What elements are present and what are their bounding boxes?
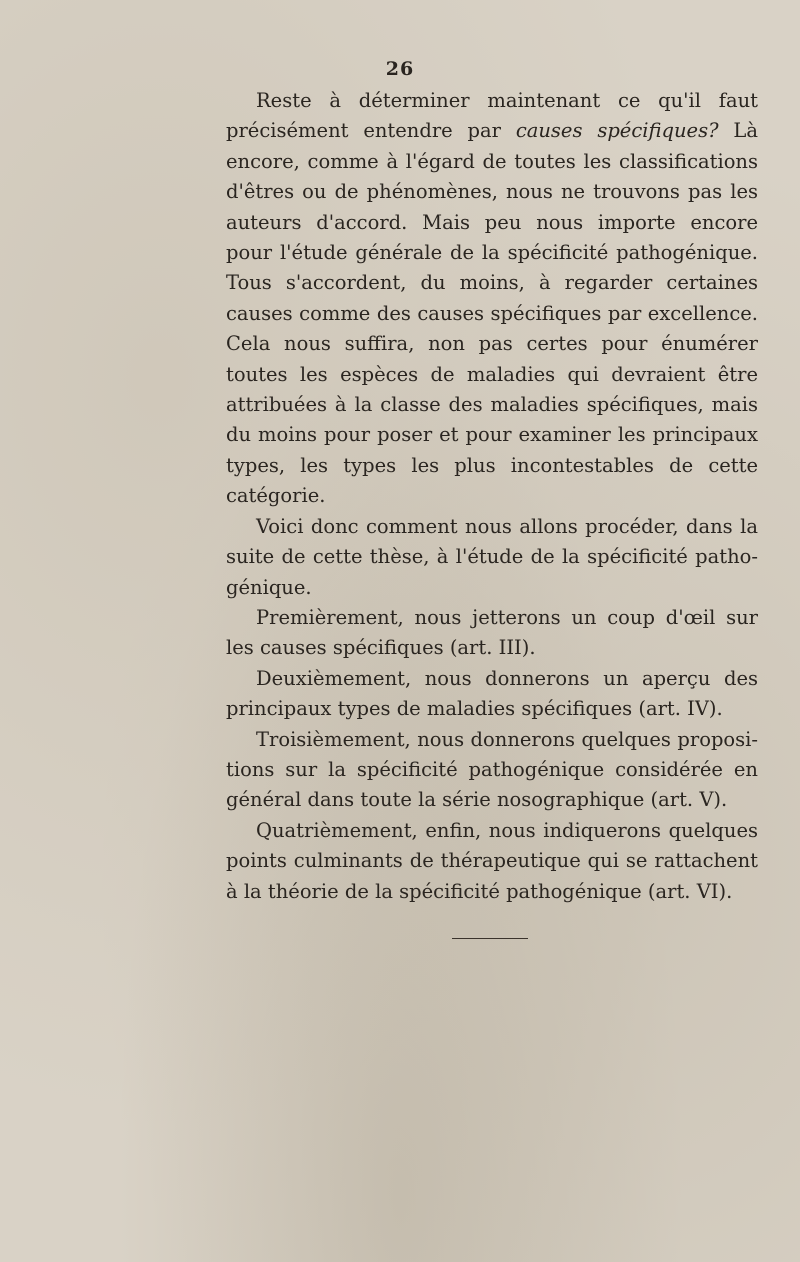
paragraph-1-emphasis: causes spécifiques? (515, 119, 719, 143)
page-number: 26 (385, 58, 415, 80)
body-text (226, 86, 758, 907)
section-end-rule (452, 938, 528, 939)
paragraph-1-after: Là encore, comme à l'égard de toutes les classifications d'êtres ou de phénomènes, nous ne trouvons pas les auteurs d'accord. Mais peu nous importe encore pour l'étude générale de la spécificité pathogénique. Tous s'accordent, du moins, à regarder certaines causes comme des causes spécifiques par excellence. Cela nous suffira, non pas certes pour énumérer toutes les espèces de maladies qui devraient être attribuées à la classe des maladies spécifiques, mais du moins pour poser et pour examiner les principaux types, les types les plus incontestables de cette catégorie. (226, 119, 758, 508)
paragraph-1-before: Reste à déterminer maintenant ce qu'il faut précisément entendre par (226, 89, 758, 143)
paragraph-5: Troisièmement, nous donnerons quelques propositions sur la spécificité pathogénique considérée en général dans toute la série nosographique (art. V). (226, 727, 758, 812)
paragraph-4: Deuxièmement, nous donnerons un aperçu des principaux types de maladies spécifiques (art. IV). (226, 666, 758, 721)
paragraph-1 (226, 86, 758, 512)
paragraph-3: Premièrement, nous jetterons un coup d'œil sur les causes spécifiques (art. III). (226, 605, 758, 660)
paragraph-2: Voici donc comment nous allons procéder, dans la suite de cette thèse, à l'étude de la spécificité pathogénique. (226, 514, 758, 599)
paragraph-6: Quatrièmement, enfin, nous indiquerons quelques points culminants de thérapeutique qui se rattachent à la théorie de la spécificité pathogénique (art. VI). (226, 818, 758, 903)
